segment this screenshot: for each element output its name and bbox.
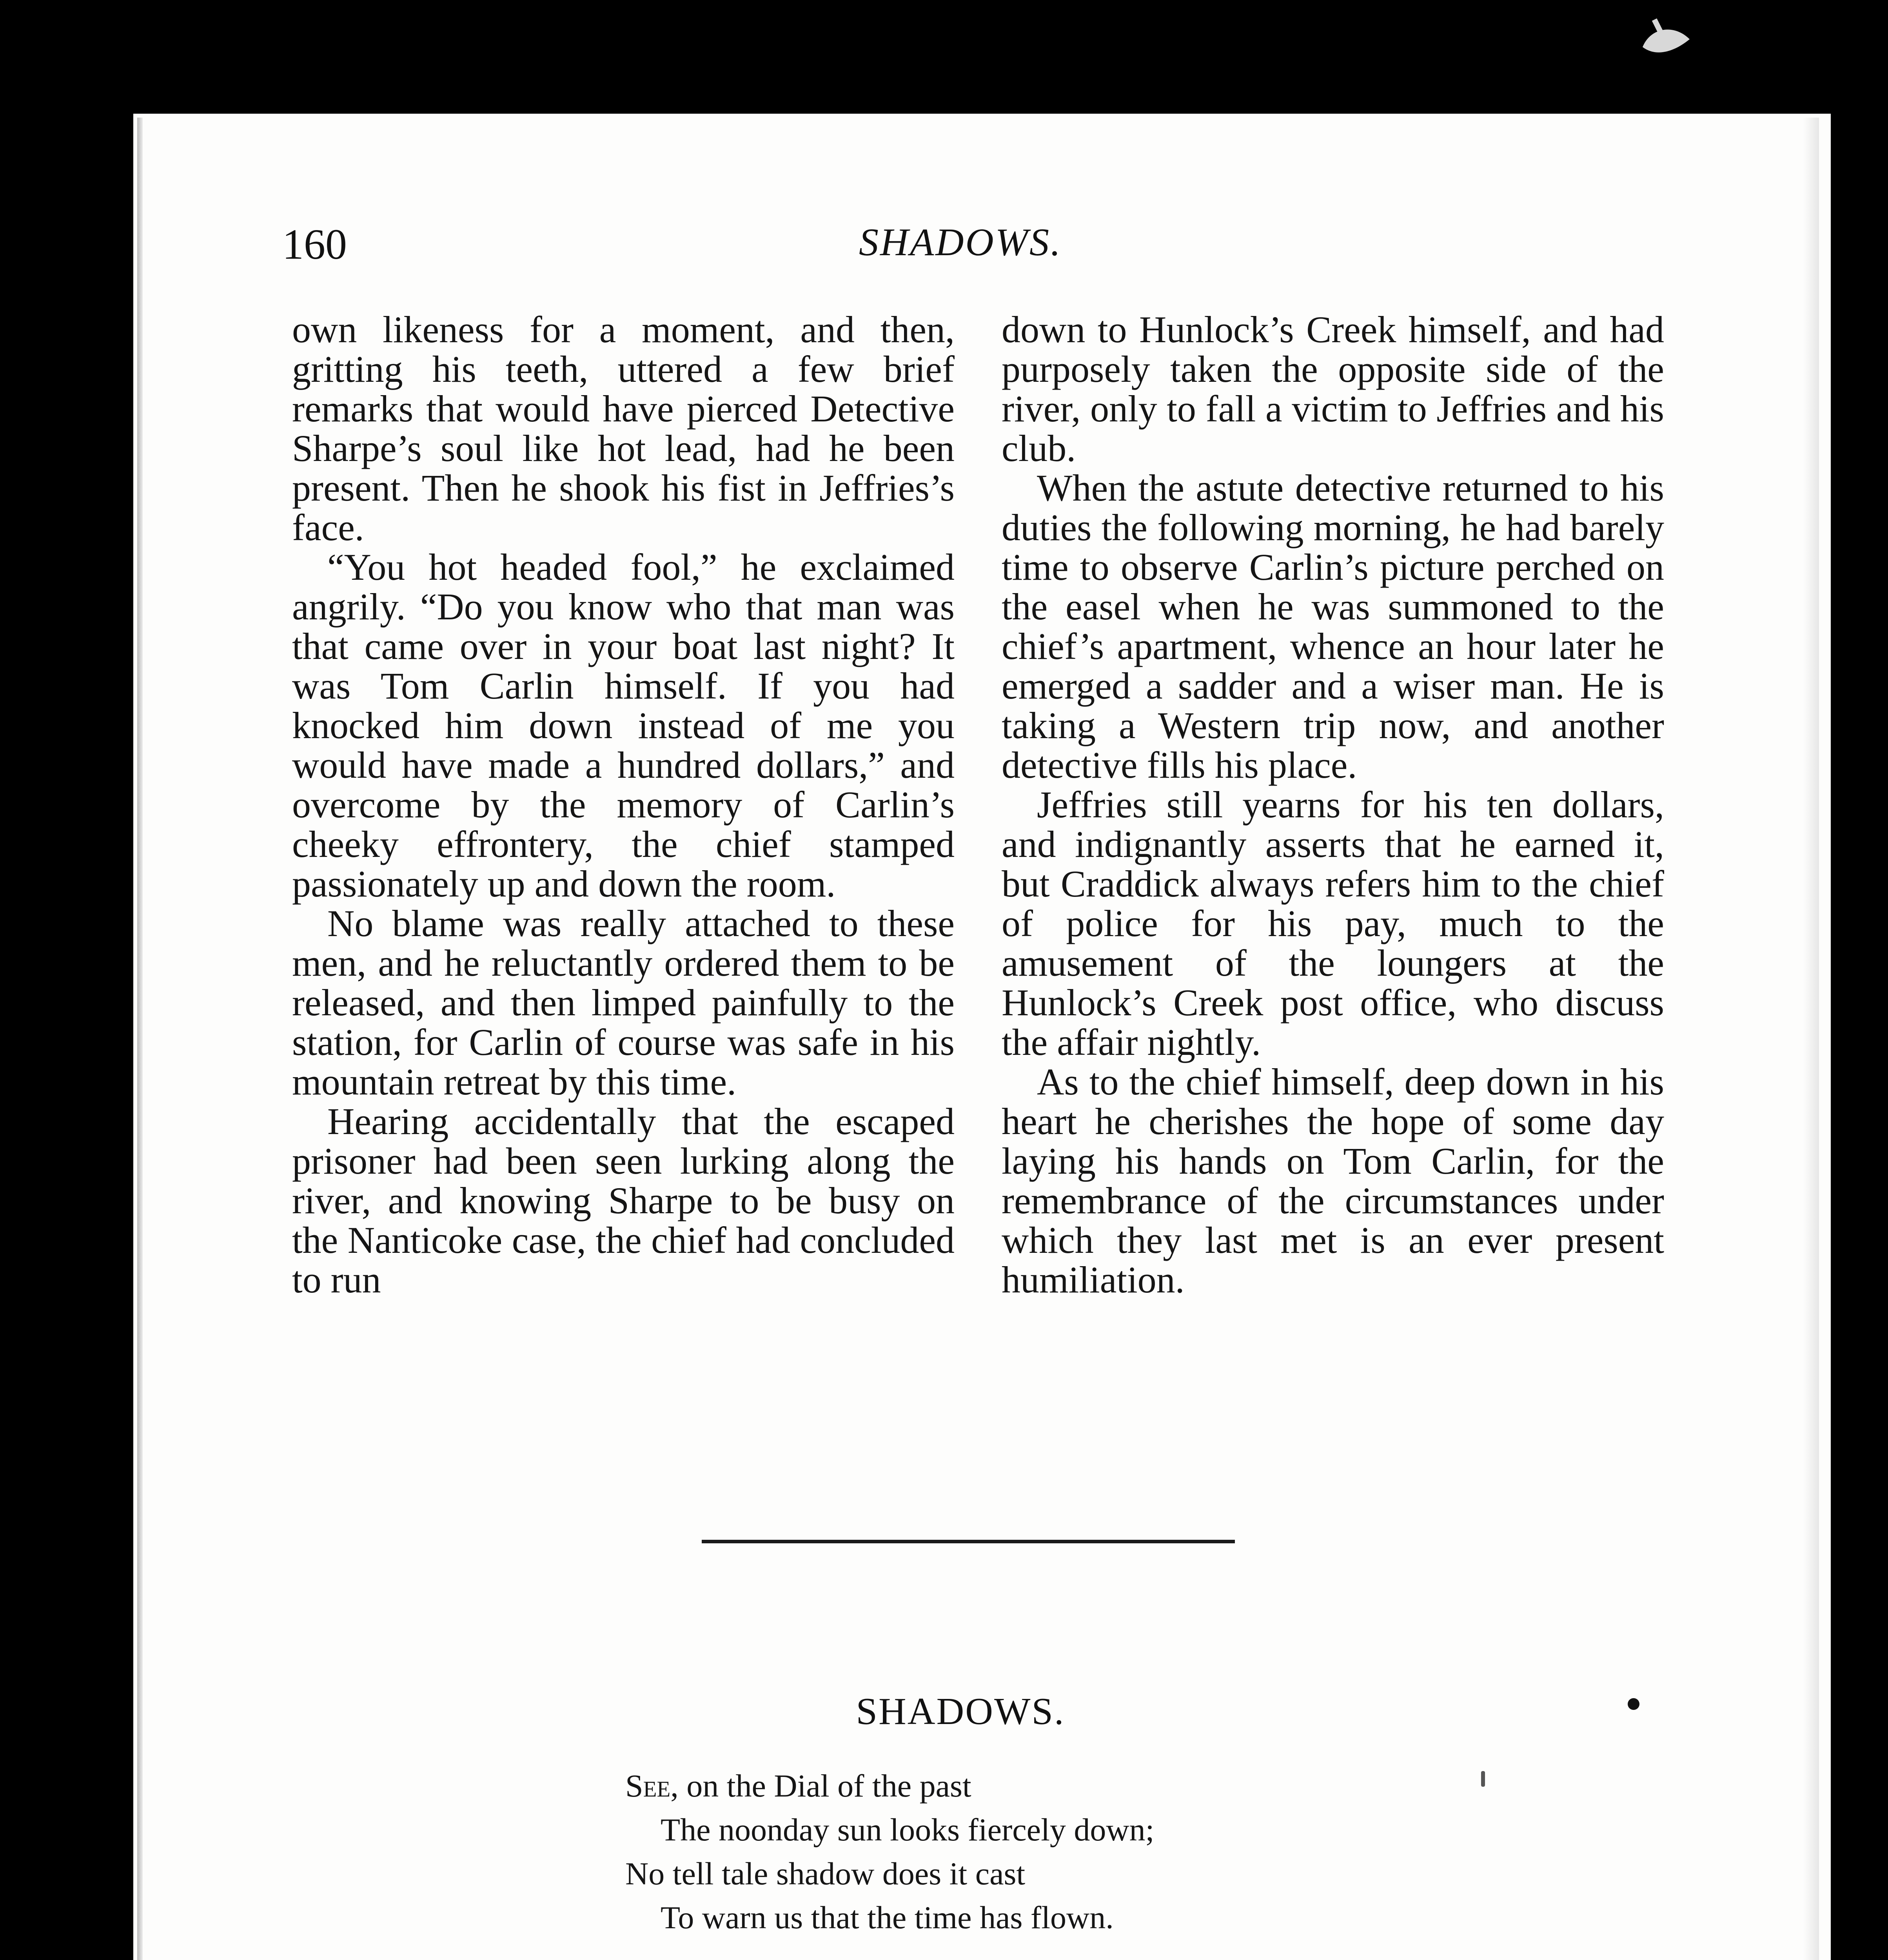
paragraph: No blame was really attached to these men, and he reluctantly ordered them to be released, and then limped painfully to the station, for Carlin of course was safe in his mountain retreat by this time. bbox=[292, 902, 955, 1103]
page-number: 160 bbox=[282, 220, 347, 268]
section-divider bbox=[702, 1540, 1235, 1543]
story-column-right bbox=[1002, 310, 1664, 1299]
paragraph: Jeffries still yearns for his ten dollars, and indignantly asserts that he earned it, but Craddick always refers him to the chief of police for his pay, much to the amusement of the loungers at the Hunlock’s Creek post office, who discuss the affair nightly. bbox=[1002, 784, 1664, 1063]
poem-line: The noonday sun looks fiercely down; bbox=[661, 1812, 1155, 1847]
paragraph: Hearing accidentally that the escaped prisoner had been seen lurking along the river, and knowing Sharpe to be busy on the Nanticoke case, the chief had concluded to run bbox=[292, 1100, 955, 1301]
running-head: SHADOWS. bbox=[859, 220, 1062, 264]
paragraph: own likeness for a moment, and then, gritting his teeth, uttered a few brief remarks that would have pierced Detective Sharpe’s soul like hot lead, had he been present. Then he shook his fist in Jeffries’s face. bbox=[292, 309, 955, 548]
ink-speck bbox=[1481, 1771, 1485, 1787]
scan-edge-right bbox=[1803, 118, 1819, 1960]
corner-scan-mark bbox=[1627, 12, 1697, 71]
poem-title: SHADOWS. bbox=[856, 1690, 1065, 1733]
poem-body bbox=[625, 1764, 1331, 1960]
scan-edge-left bbox=[137, 118, 143, 1960]
poem-line: To warn us that the time has flown. bbox=[661, 1900, 1114, 1935]
paragraph: When the astute detective returned to his duties the following morning, he had barely time to observe Carlin’s picture perched on the easel when he was summoned to the chief’s apartment, whence an hour later he emerged a sadder and a wiser man. He is taking a Western trip now, and another detective fills his place. bbox=[1002, 467, 1664, 786]
poem-line-text: on the Dial of the past bbox=[678, 1768, 971, 1804]
poem-line bbox=[625, 1764, 1331, 1808]
poem-line: No tell tale shadow does it cast bbox=[625, 1856, 1026, 1891]
story-column-left bbox=[292, 310, 955, 1299]
paragraph: down to Hunlock’s Creek himself, and had purposely taken the opposite side of the river, only to fall a victim to Jeffries and his club. bbox=[1002, 309, 1664, 469]
stanza bbox=[625, 1764, 1331, 1940]
paragraph: “You hot headed fool,” he exclaimed angrily. “Do you know who that man was that came over in your boat last night? It was Tom Carlin himself. If you had knocked him down instead of me you would have made a hundred dollars,” and overcome by the memory of Carlin’s cheeky effrontery, the chief stamped passionately up and down the room. bbox=[292, 546, 955, 905]
paragraph: As to the chief himself, deep down in his heart he cherishes the hope of some day laying his hands on Tom Carlin, for the remembrance of the circumstances under which they last met is an ever present humiliation. bbox=[1002, 1061, 1664, 1301]
ink-dot bbox=[1628, 1698, 1639, 1710]
poem-first-word: See, bbox=[625, 1768, 679, 1804]
